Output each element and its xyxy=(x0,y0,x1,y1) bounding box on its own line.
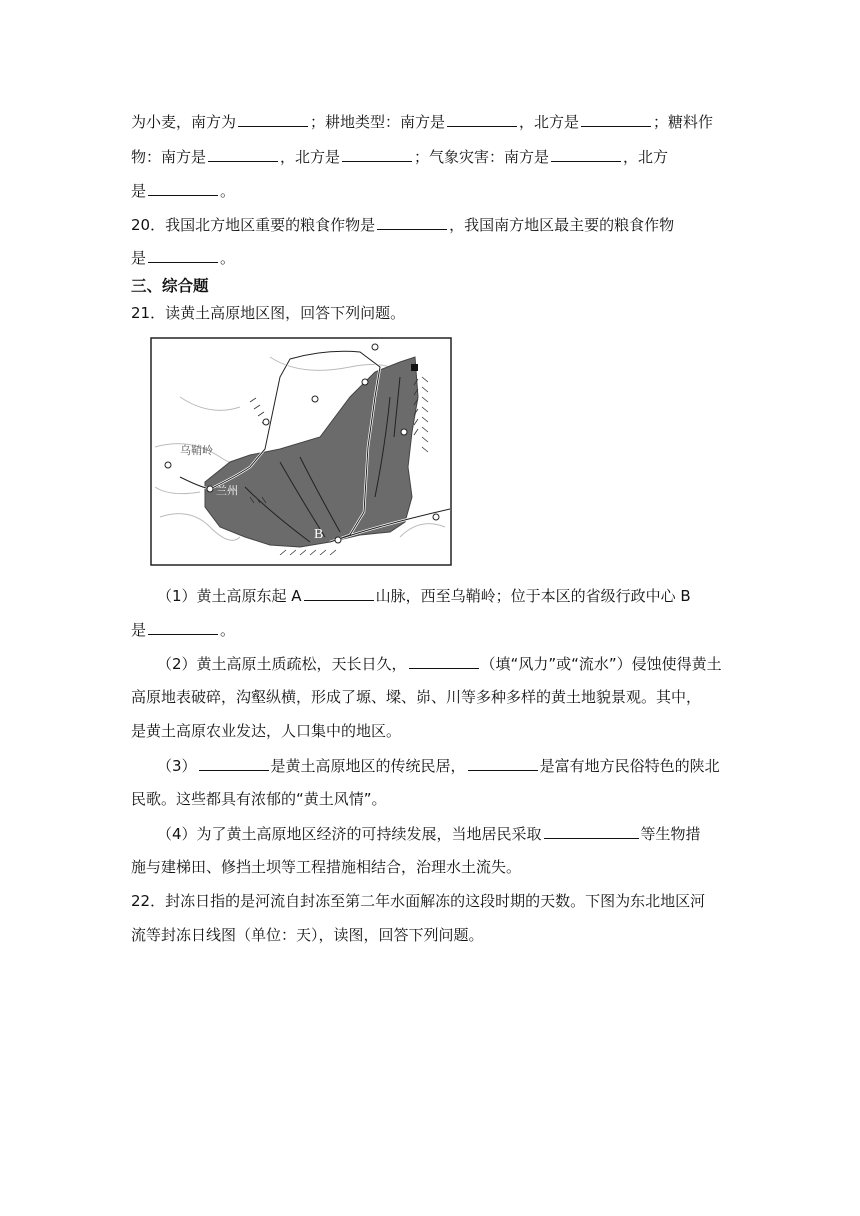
q19-line1: 为小麦，南方为 ；耕地类型：南方是 ，北方是 ；糖料作 xyxy=(131,110,713,133)
q21-p2-line1: （2）黄土高原土质疏松，天长日久， （填“风力”或“流水”）侵蚀使得黄土 xyxy=(157,652,722,675)
q21-p3-line1: （3） 是黄土高原地区的传统民居， 是富有地方民俗特色的陕北 xyxy=(157,754,720,777)
section-title: 三、综合题 xyxy=(131,277,209,295)
q21-p1-line1: （1）黄土高原东起 A 山脉，西至乌鞘岭；位于本区的省级行政中心 B xyxy=(157,584,691,607)
answer-blank[interactable] xyxy=(447,110,517,127)
q21-p4-line2: 施与建梯田、修挡土坝等工程措施相结合，治理水土流失。 xyxy=(131,858,522,876)
q21-p2-line2: 高原地表破碎，沟壑纵横，形成了塬、墚、峁、川等多种多样的黄土地貌景观。其中， xyxy=(131,688,702,706)
q21-stem: 21．读黄土高原地区图，回答下列问题。 xyxy=(131,304,406,322)
q21-p1-line2: 是 。 xyxy=(131,618,235,641)
q19-line3: 是 。 xyxy=(131,179,235,202)
answer-blank[interactable] xyxy=(342,145,412,162)
q21-p2-line3: 是黄土高原农业发达，人口集中的地区。 xyxy=(131,722,402,740)
map-label-lanzhou: 兰州 xyxy=(216,484,238,497)
answer-blank[interactable] xyxy=(468,754,538,771)
answer-blank[interactable] xyxy=(581,110,651,127)
answer-blank[interactable] xyxy=(208,145,278,162)
q19-line2: 物：南方是 ，北方是 ；气象灾害：南方是 ，北方 xyxy=(131,145,668,168)
answer-blank[interactable] xyxy=(238,110,308,127)
answer-blank[interactable] xyxy=(544,822,639,839)
map-label-a: A xyxy=(412,441,423,456)
answer-blank[interactable] xyxy=(304,584,374,601)
q22-line1: 22．封冻日指的是河流自封冻至第二年水面解冻的这段时期的天数。下图为东北地区河 xyxy=(131,892,706,910)
q20-line1: 20．我国北方地区重要的粮食作物是 ，我国南方地区最主要的粮食作物 xyxy=(131,213,674,236)
answer-blank[interactable] xyxy=(551,145,621,162)
q21-p3-line2: 民歌。这些都具有浓郁的“黄土风情”。 xyxy=(131,790,387,808)
q20-line2: 是 。 xyxy=(131,246,235,269)
map-label-b: B xyxy=(314,527,324,542)
loess-plateau-map xyxy=(150,337,452,566)
answer-blank[interactable] xyxy=(409,652,479,669)
q22-line2: 流等封冻日线图（单位：天），读图，回答下列问题。 xyxy=(131,926,484,944)
answer-blank[interactable] xyxy=(377,213,447,230)
answer-blank[interactable] xyxy=(199,754,269,771)
q21-p4-line1: （4）为了黄土高原地区经济的可持续发展，当地居民采取 等生物措 xyxy=(157,822,701,845)
map-label-wuqiaoling: 乌鞘岭 xyxy=(180,444,213,457)
answer-blank[interactable] xyxy=(148,618,218,635)
answer-blank[interactable] xyxy=(148,246,218,263)
answer-blank[interactable] xyxy=(148,179,218,196)
